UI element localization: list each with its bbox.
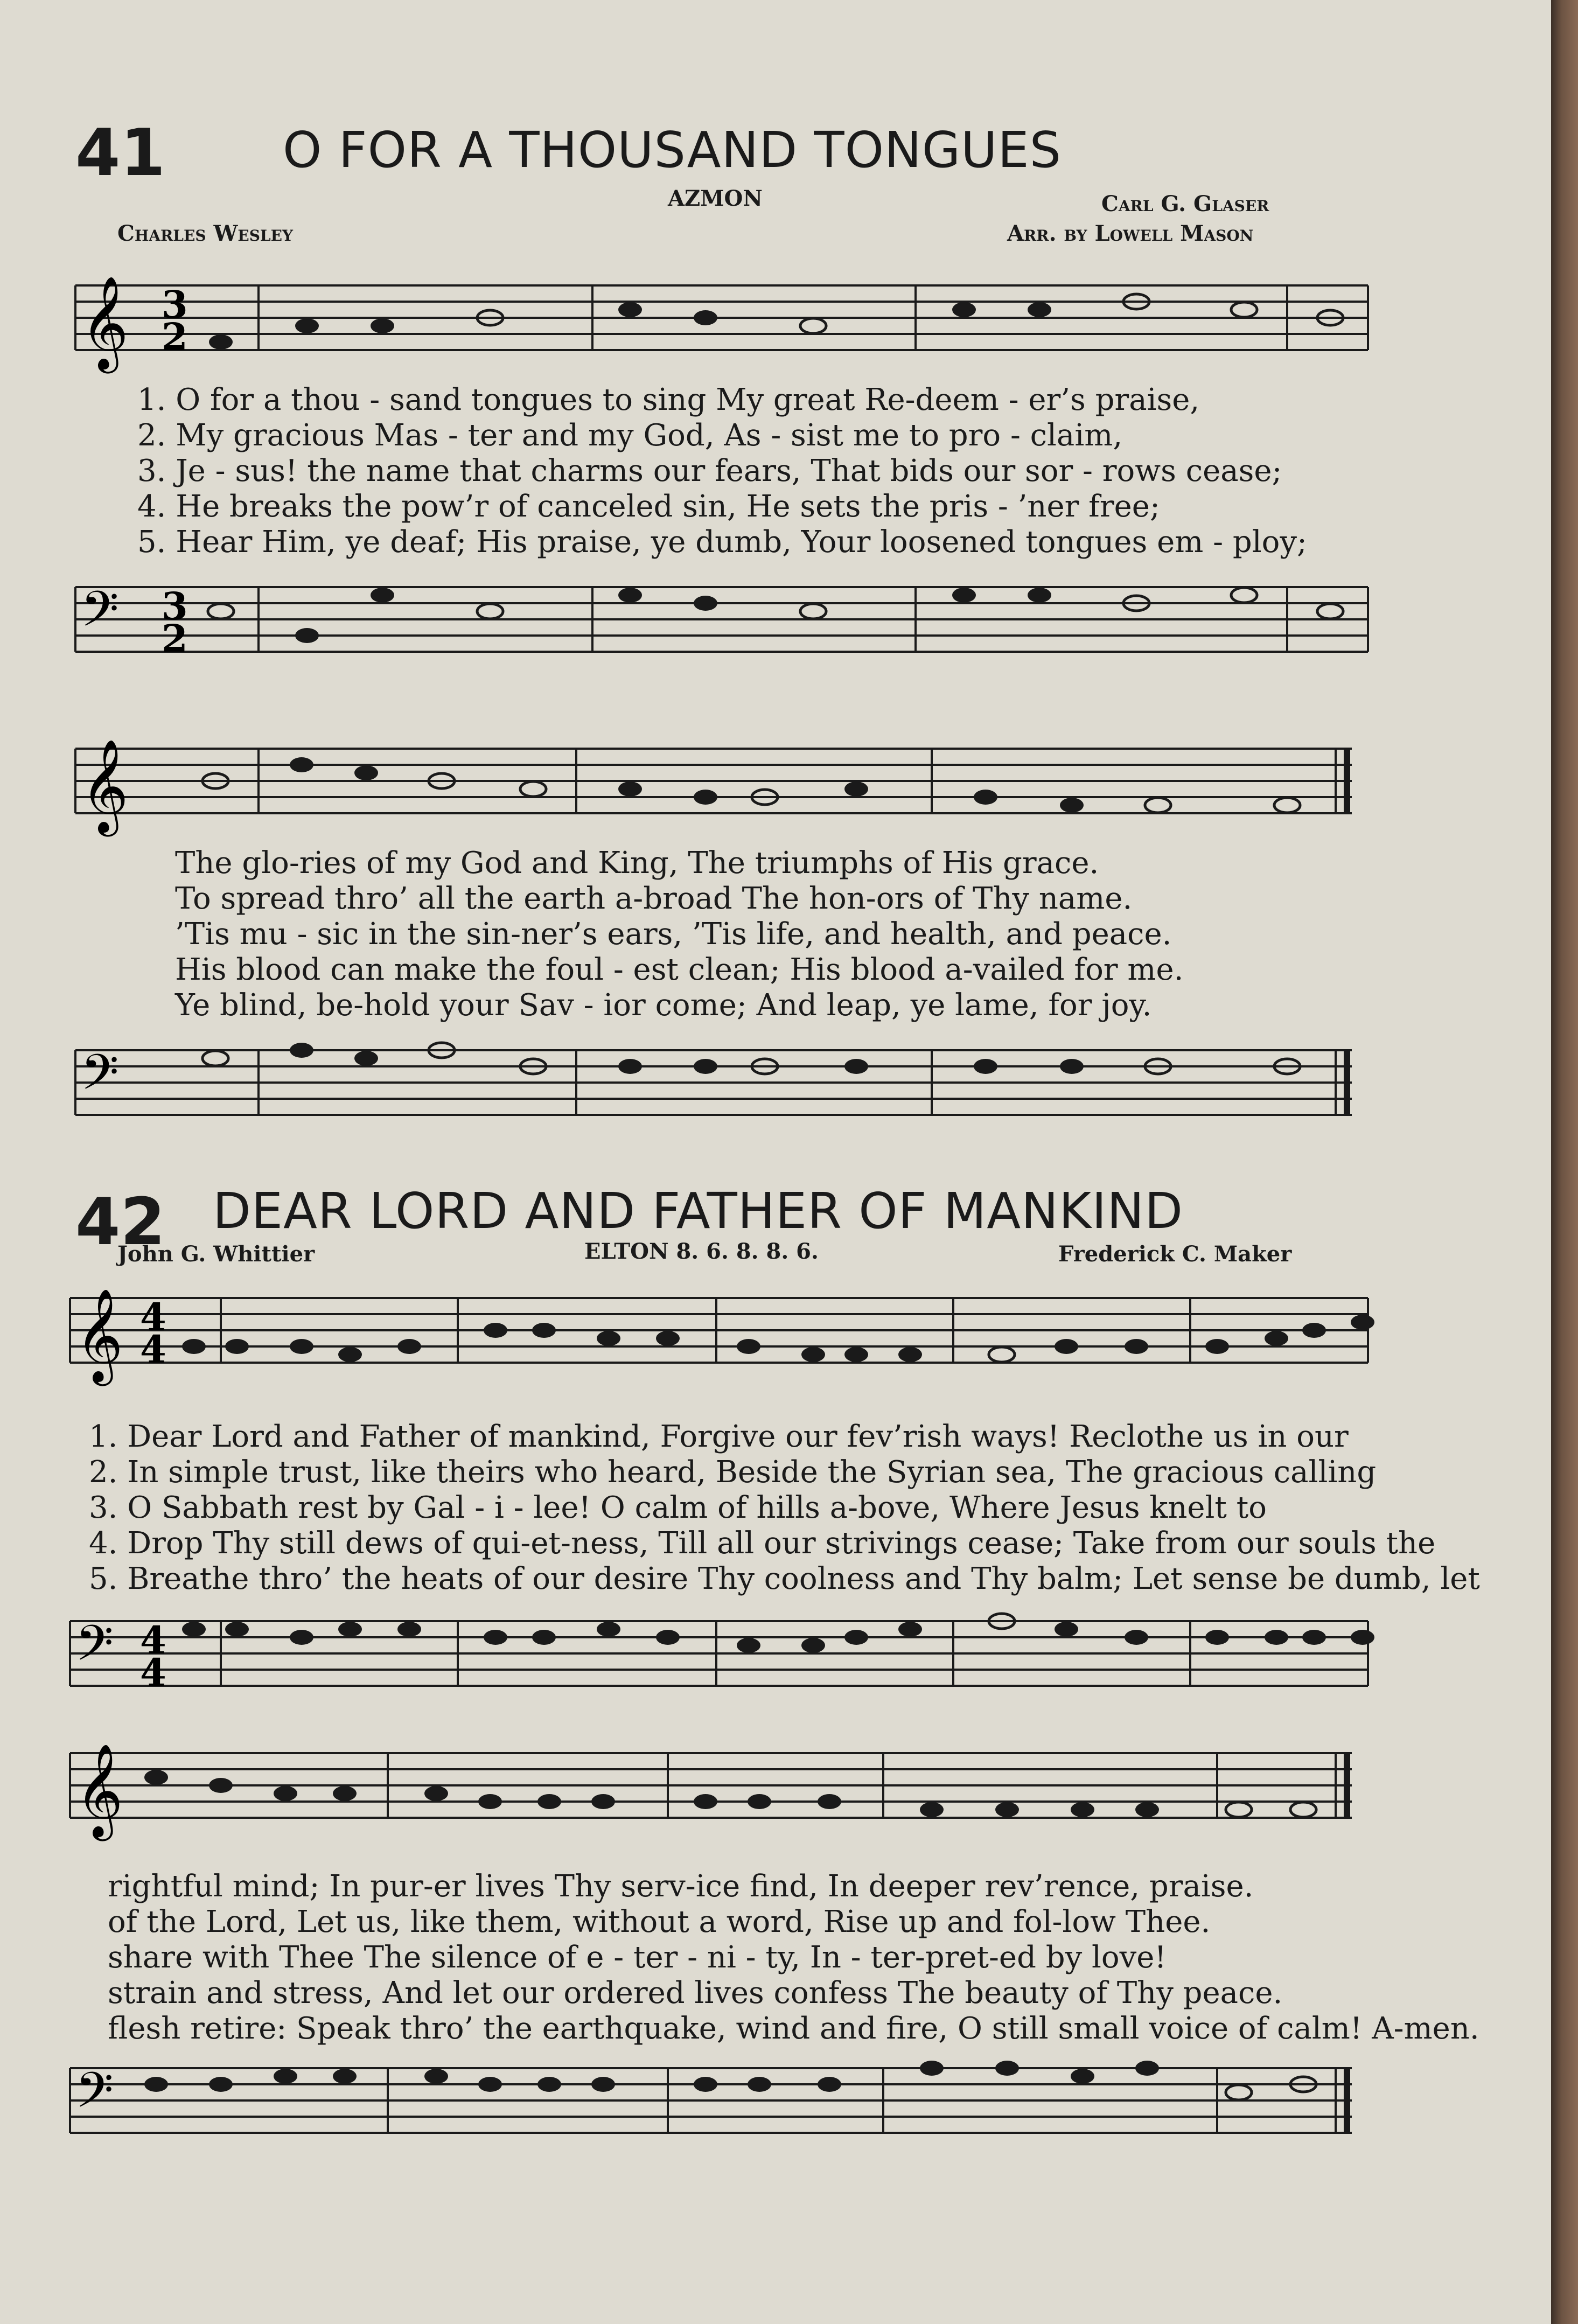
svg-text:4: 4 [140,1327,166,1372]
svg-text:2: 2 [162,315,188,359]
hymn-41-author: Charles Wesley [117,221,293,246]
verse-line: 5. Breathe thro’ the heats of our desire Thy coolness and Thy balm; Let sense be dumb, let [89,1561,1480,1596]
verse-line: 1. Dear Lord and Father of mankind, Forgive our fev’rish ways! Reclothe us in our [89,1419,1349,1454]
hymn-41-verses-bottom [175,846,1183,1023]
verse-line: Ye blind, be-hold your Sav - ior come; And leap, ye lame, for joy. [175,988,1152,1023]
verse-line: of the Lord, Let us, like them, without a word, Rise up and fol-low Thee. [108,1904,1211,1939]
hymn-41-title: O FOR A THOUSAND TONGUES [283,121,1062,179]
hymn-42-number: 42 [75,1185,165,1260]
verse-line: His blood can make the foul - est clean; His blood a-vailed for me. [175,952,1184,987]
svg-text:𝄢: 𝄢 [81,581,119,650]
verse-line: 3. O Sabbath rest by Gal - i - lee! O calm of hills a-bove, Where Jesus knelt to [89,1490,1267,1525]
hymn-42-tune: ELTON 8. 6. 8. 8. 6. [584,1239,819,1264]
verse-line: ’Tis mu - sic in the sin-ner’s ears, ’Tis life, and health, and peace. [175,917,1172,952]
svg-text:3: 3 [162,584,188,629]
hymn-41-system2-bass-staff [59,1029,1368,1136]
svg-text:4: 4 [140,1295,166,1339]
verse-line: 2. In simple trust, like theirs who heard, Beside the Syrian sea, The gracious calling [89,1455,1377,1490]
hymn-42-composer: Frederick C. Maker [1058,1241,1292,1267]
verse-line: 1. O for a thou - sand tongues to sing My great Re-deem - er’s praise, [137,382,1200,417]
svg-text:𝄞: 𝄞 [75,1743,123,1837]
svg-text:3: 3 [162,282,188,327]
svg-text:2: 2 [162,616,188,661]
hymn-41-system2-treble-staff [59,727,1368,835]
hymn-42-title: DEAR LORD AND FATHER OF MANKIND [213,1182,1184,1240]
hymn-41-arranger: Arr. by Lowell Mason [1007,221,1254,246]
verse-line: rightful mind; In pur-er lives Thy serv-ice find, In deeper rev’rence, praise. [108,1869,1254,1904]
svg-text:𝄢: 𝄢 [75,1615,114,1684]
verse-line: 4. Drop Thy still dews of qui-et-ness, Till all our strivings cease; Take from our souls the [89,1526,1436,1561]
hymn-42-system2-treble-staff [59,1732,1368,1839]
svg-text:𝄢: 𝄢 [75,2062,114,2131]
svg-text:𝄢: 𝄢 [81,1044,119,1113]
svg-text:𝄞: 𝄞 [75,1288,123,1382]
hymn-42-author: John G. Whittier [117,1241,315,1267]
hymn-41-composer: Carl G. Glaser [1101,191,1269,217]
hymn-41-number: 41 [75,116,165,191]
hymn-41-system1-bass-staff [59,566,1368,673]
hymn-42-system1-treble-staff [59,1276,1368,1384]
hymn-42-verses-bottom [108,1869,1479,2047]
hymn-42-verses-top [89,1419,1480,1597]
svg-text:4: 4 [140,1618,166,1663]
verse-line: The glo-ries of my God and King, The triumphs of His grace. [175,846,1099,881]
hymn-41-verses-top [137,382,1307,560]
verse-line: strain and stress, And let our ordered lives confess The beauty of Thy peace. [108,1976,1283,2011]
verse-line: 4. He breaks the pow’r of canceled sin, He sets the pris - ’ner free; [137,489,1160,524]
verse-line: 2. My gracious Mas - ter and my God, As - sist me to pro - claim, [137,418,1123,453]
verse-line: 3. Je - sus! the name that charms our fears, That bids our sor - rows cease; [137,453,1282,488]
hymn-41-system1-treble-staff [59,264,1368,372]
book-binding-edge [1551,0,1578,2324]
hymn-42-system2-bass-staff [59,2047,1368,2154]
svg-text:𝄞: 𝄞 [81,739,129,833]
svg-text:4: 4 [140,1650,166,1695]
verse-line: 5. Hear Him, ye deaf; His praise, ye dumb, Your loosened tongues em - ploy; [137,525,1307,560]
svg-text:𝄞: 𝄞 [81,276,129,369]
verse-line: share with Thee The silence of e - ter - ni - ty, In - ter-pret-ed by love! [108,1940,1167,1975]
verse-line: To spread thro’ all the earth a-broad The hon-ors of Thy name. [175,881,1133,916]
verse-line: flesh retire: Speak thro’ the earthquake, wind and fire, O still small voice of calm! A-men. [108,2011,1479,2046]
hymn-41-tune: AZMON [668,186,763,211]
hymn-42-system1-bass-staff [59,1600,1368,1707]
